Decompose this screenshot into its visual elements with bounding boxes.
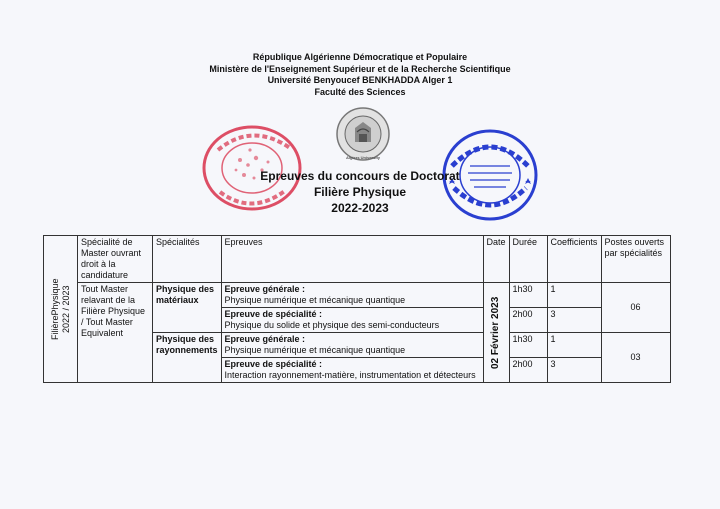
postes-materiaux: 06 <box>601 283 670 333</box>
university-logo <box>335 106 391 162</box>
epreuve-type: Epreuve de spécialité : <box>224 309 323 319</box>
specialite-rayonnements: Physique des rayonnements <box>153 333 222 383</box>
epreuve-type: Epreuve générale : <box>224 284 306 294</box>
duree-cell: 1h30 <box>509 283 547 308</box>
document-title <box>0 168 720 216</box>
header-line-faculty: Faculté des Sciences <box>314 86 406 97</box>
coef-cell: 1 <box>547 333 601 358</box>
exam-table <box>43 235 671 383</box>
side-label: FilièrePhysique 2022 / 2023 <box>49 278 71 340</box>
header-line-university: Université Benyoucef BENKHADDA Alger 1 <box>267 75 453 85</box>
epreuve-subject: Physique numérique et mécanique quantique <box>224 345 406 355</box>
coef-cell: 3 <box>547 308 601 333</box>
specialite-materiaux: Physique des matériaux <box>153 283 222 333</box>
header-line-republic: République Algérienne Démocratique et Populaire <box>252 52 468 62</box>
logo-caption: Algiers University <box>345 155 380 160</box>
institution-header <box>0 52 720 98</box>
coef-cell: 3 <box>547 358 601 383</box>
duree-cell: 2h00 <box>509 308 547 333</box>
epreuve-type: Epreuve générale : <box>224 334 306 344</box>
exam-date <box>483 283 509 383</box>
header-date: Date <box>483 236 509 283</box>
header-line-ministry: Ministère de l'Enseignement Supérieur et de la Recherche Scientifique <box>209 63 511 74</box>
table-header-row <box>44 236 671 283</box>
epreuve-cell <box>221 333 483 358</box>
duree-cell: 1h30 <box>509 333 547 358</box>
header-duree: Durée <box>509 236 547 283</box>
epreuve-type: Epreuve de spécialité : <box>224 359 323 369</box>
epreuve-cell <box>221 358 483 383</box>
title-line-year: 2022-2023 <box>331 201 389 215</box>
master-eligibility: Tout Master relavant de la Filière Physique / Tout Master Equivalent <box>78 283 153 383</box>
epreuve-subject: Physique numérique et mécanique quantique <box>224 295 406 305</box>
header-master: Spécialité de Master ouvrant droit à la candidature <box>78 236 153 283</box>
table-row <box>44 283 671 308</box>
side-label-cell <box>44 236 78 383</box>
epreuve-cell <box>221 308 483 333</box>
epreuve-cell <box>221 283 483 308</box>
header-coefficients: Coefficients <box>547 236 601 283</box>
coef-cell: 1 <box>547 283 601 308</box>
header-postes: Postes ouverts par spécialités <box>601 236 670 283</box>
title-line-filiere: Filière Physique <box>313 185 407 199</box>
epreuve-subject: Interaction rayonnement-matière, instrumentation et détecteurs <box>224 370 476 380</box>
exam-date-text: 02 Février 2023 <box>490 296 502 369</box>
epreuve-subject: Physique du solide et physique des semi-conducteurs <box>224 320 440 330</box>
header-specialites: Spécialités <box>153 236 222 283</box>
postes-rayonnements: 03 <box>601 333 670 383</box>
duree-cell: 2h00 <box>509 358 547 383</box>
header-epreuves: Epreuves <box>221 236 483 283</box>
title-line-concours: Epreuves du concours de Doctorat <box>260 169 460 183</box>
